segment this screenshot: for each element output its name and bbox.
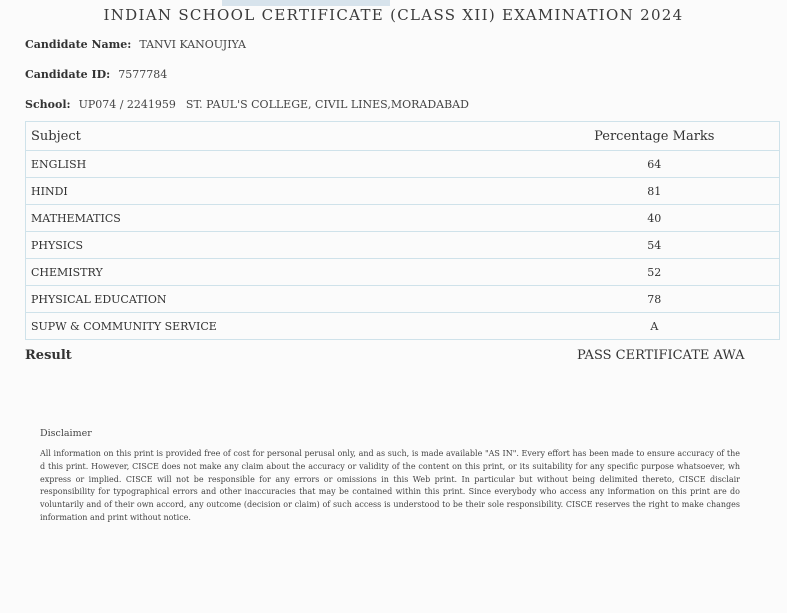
marks-column-header: Percentage Marks <box>530 122 780 151</box>
marks-cell: 40 <box>530 205 780 232</box>
exam-title: INDIAN SCHOOL CERTIFICATE (CLASS XII) EXAMINATION 2024 <box>103 6 684 24</box>
subject-cell: ENGLISH <box>26 151 530 178</box>
table-row <box>26 151 780 178</box>
marks-cell: 52 <box>530 259 780 286</box>
subject-column-header: Subject <box>26 122 530 151</box>
result-row <box>25 348 785 368</box>
school-row <box>25 98 469 111</box>
candidate-name-value: TANVI KANOUJIYA <box>139 38 246 51</box>
school-label: School: <box>25 98 71 111</box>
subject-cell: SUPW & COMMUNITY SERVICE <box>26 313 530 340</box>
candidate-id-label: Candidate ID: <box>25 68 111 81</box>
marks-table <box>25 121 780 340</box>
table-row <box>26 313 780 340</box>
disclaimer-section <box>40 428 740 525</box>
candidate-id-value: 7577784 <box>118 68 168 81</box>
school-code: UP074 / 2241959 <box>78 98 176 111</box>
table-header-row <box>26 122 780 151</box>
candidate-name-row <box>25 38 246 51</box>
table-row <box>26 259 780 286</box>
disclaimer-title: Disclaimer <box>40 428 92 439</box>
marks-cell: 81 <box>530 178 780 205</box>
disclaimer-text: All information on this print is provided free of cost for personal perusal only, and as such, is made available "AS IN". Every effort has been made to ensure accuracy of the d this print. However, CISCE does not make any claim about the accuracy or validity of the content on this print, or its suitability for any specific purpose whatsoever, wh express or implied. CISCE will not be responsible for any errors or omissions in this Web print. In particular but without being delimited thereto, CISCE disclair responsibility for typographical errors and other inaccuracies that may be contained within this print. Since everybody who access any information on this print are do voluntarily and of their own accord, any outcome (decision or claim) of such access is understood to be their sole responsibility. CISCE reserves the right to make changes information and print without notice. <box>40 449 740 522</box>
subject-cell: MATHEMATICS <box>26 205 530 232</box>
marks-cell: 64 <box>530 151 780 178</box>
subject-cell: HINDI <box>26 178 530 205</box>
subject-cell: PHYSICS <box>26 232 530 259</box>
result-value: PASS CERTIFICATE AWA <box>577 348 745 363</box>
table-row <box>26 286 780 313</box>
candidate-id-row <box>25 68 167 81</box>
marks-cell: A <box>530 313 780 340</box>
table-row <box>26 178 780 205</box>
candidate-name-label: Candidate Name: <box>25 38 132 51</box>
table-row <box>26 232 780 259</box>
result-label: Result <box>25 348 72 363</box>
subject-cell: PHYSICAL EDUCATION <box>26 286 530 313</box>
subject-cell: CHEMISTRY <box>26 259 530 286</box>
marks-cell: 54 <box>530 232 780 259</box>
school-name: ST. PAUL'S COLLEGE, CIVIL LINES,MORADABAD <box>185 98 469 111</box>
table-row <box>26 205 780 232</box>
marks-cell: 78 <box>530 286 780 313</box>
